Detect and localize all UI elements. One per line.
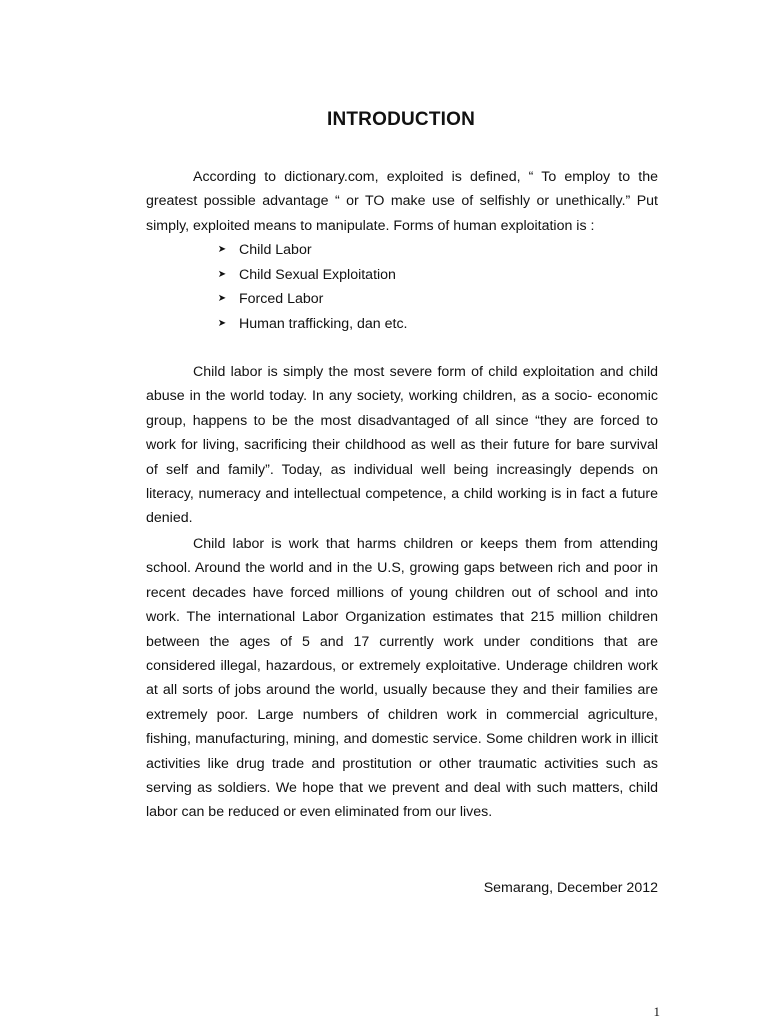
list-item [217, 312, 408, 337]
page-number: 1 [653, 1004, 660, 1019]
list-item-label: Child Sexual Exploitation [239, 266, 396, 283]
arrowhead-bullet-icon: ➤ [217, 318, 227, 330]
arrowhead-bullet-icon: ➤ [217, 244, 227, 256]
place-date-signoff: Semarang, December 2012 [483, 880, 658, 896]
list-item [217, 238, 408, 263]
list-item-label: Forced Labor [239, 291, 324, 308]
child-labor-paragraph: Child labor is simply the most severe form of child exploitation and child abuse in the world today. In any society, working children, as a socio- economic group, happens to be the most disadvantaged of all since “they are forced to work for living, sacrificing their childhood as well as their future for bare survival of self and family”. Today, as individual well being increasingly depends on literacy, numeracy and intellectual competence, a child working is in fact a future denied. [146, 364, 658, 527]
list-item-label: Human trafficking, dan etc. [239, 315, 408, 332]
list-item [217, 263, 408, 288]
child-labor-definition-paragraph: Child labor is work that harms children or keeps them from attending school. Around the world and in the U.S, growing gaps between rich and poor in recent decades have forced millions of young children out of school and into work. The international Labor Organization estimates that 215 million children between the ages of 5 and 17 currently work under conditions that are considered illegal, hazardous, or extremely exploitative. Underage children work at all sorts of jobs around the world, usually because they and their families are extremely poor. Large numbers of children work in commercial agriculture, fishing, manufacturing, mining, and domestic service. Some children work in illicit activities like drug trade and prostitution or other traumatic activities such as serving as soldiers. We hope that we prevent and deal with such matters, child labor can be reduced or even eliminated from our lives. [146, 536, 658, 821]
list-item-label: Child Labor [239, 242, 312, 258]
arrowhead-bullet-icon: ➤ [217, 293, 227, 305]
arrowhead-bullet-icon: ➤ [217, 268, 227, 280]
intro-paragraph: According to dictionary.com, exploited is defined, “ To employ to the greatest possible advantage “ or TO make use of selfishly or unethically.” Put simply, exploited means to manipulate. Forms of human exploitation is : [146, 169, 658, 234]
exploitation-forms-list [217, 238, 408, 336]
page-title: INTRODUCTION [326, 109, 476, 130]
list-item [217, 287, 408, 312]
